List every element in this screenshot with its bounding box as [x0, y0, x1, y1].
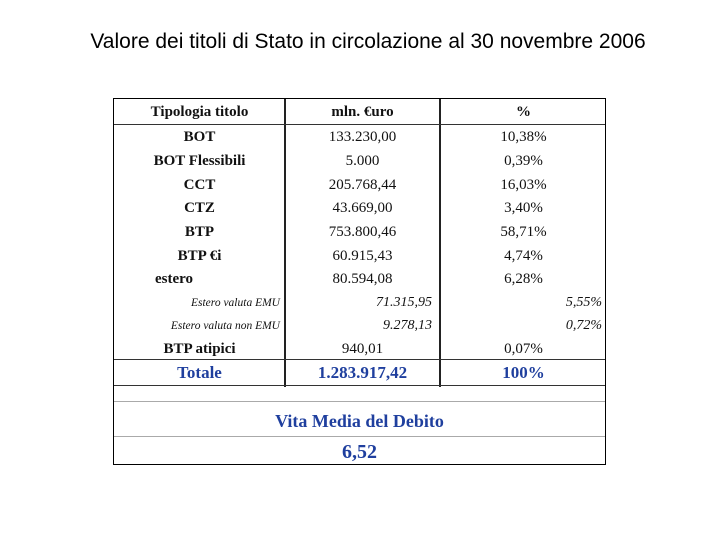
row-type: BOT Flessibili [153, 153, 246, 169]
row-value: 80.594,08 [332, 271, 393, 287]
row-type: BTP €i [177, 248, 222, 264]
row-percent: 10,38% [500, 129, 547, 145]
average-life-value: 6,52 [342, 441, 377, 463]
row-type: BOT [183, 129, 216, 145]
row-value: 133.230,00 [328, 129, 397, 145]
row-value: 940,01 [341, 341, 384, 357]
row-percent: 0,72% [565, 318, 602, 333]
row-value: 43.669,00 [332, 200, 393, 216]
total-label: Totale [177, 363, 222, 382]
summary-rule [114, 436, 605, 437]
total-value: 1.283.917,42 [317, 363, 408, 382]
row-type: Estero valuta EMU [190, 297, 280, 309]
debt-table [113, 98, 606, 465]
row-value: 60.915,43 [332, 248, 393, 264]
row-type: Estero valuta non EMU [170, 320, 280, 332]
total-percent: 100% [502, 363, 545, 382]
row-percent: 3,40% [504, 200, 543, 216]
row-percent: 0,39% [504, 153, 543, 169]
column-header-amount: mln. €uro [331, 104, 394, 120]
row-percent: 4,74% [504, 248, 543, 264]
row-type: BTP atipici [163, 341, 236, 357]
row-percent: 16,03% [500, 177, 547, 193]
row-percent: 58,71% [500, 224, 547, 240]
row-percent: 5,55% [565, 295, 602, 310]
slide-title: Valore dei titoli di Stato in circolazione al 30 novembre 2006 [90, 30, 646, 53]
summary-rule [114, 401, 605, 402]
row-value: 9.278,13 [383, 318, 432, 333]
row-type: CTZ [184, 200, 215, 216]
row-percent: 0,07% [504, 341, 543, 357]
column-header-percent: % [516, 104, 531, 120]
row-value: 205.768,44 [328, 177, 397, 193]
row-percent: 6,28% [504, 271, 543, 287]
row-type: CCT [183, 177, 216, 193]
average-life-label: Vita Media del Debito [275, 411, 444, 431]
row-value: 753.800,46 [328, 224, 397, 240]
row-value: 5.000 [345, 153, 380, 169]
row-type: BTP [184, 224, 215, 240]
table-bottom-rule [114, 385, 605, 386]
row-value: 71.315,95 [376, 295, 432, 310]
header-rule [114, 124, 605, 125]
column-header-type: Tipologia titolo [150, 104, 249, 120]
row-type: estero [154, 271, 194, 287]
